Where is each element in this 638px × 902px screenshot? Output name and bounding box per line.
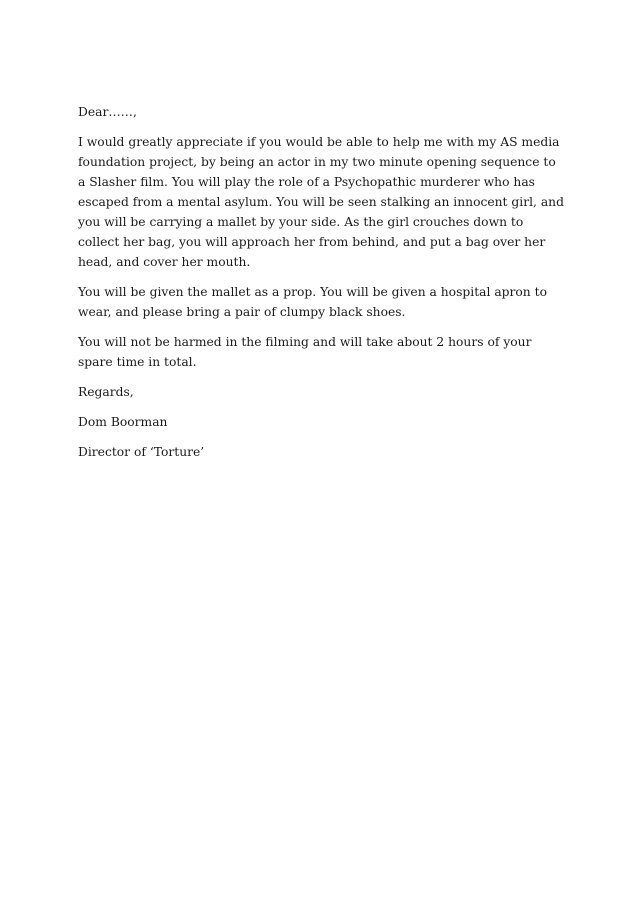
closing: Regards, bbox=[78, 385, 134, 399]
letter-body bbox=[78, 102, 564, 472]
paragraph-props: You will be given the mallet as a prop. You will be given a hospital apron to wear, and please bring a pair of clumpy black shoes. bbox=[78, 285, 547, 319]
paragraph-safety: You will not be harmed in the filming and will take about 2 hours of your spare time in total. bbox=[78, 335, 532, 369]
salutation: Dear……, bbox=[78, 105, 137, 119]
signature-name: Dom Boorman bbox=[78, 415, 168, 429]
signature-title: Director of ‘Torture’ bbox=[78, 445, 205, 459]
paragraph-request: I would greatly appreciate if you would be able to help me with my AS media foundation project, by being an actor in my two minute opening sequence to a Slasher film. You will play the role of a Psychopathic murderer who has escaped from a mental asylum. You will be seen stalking an innocent girl, and you will be carrying a mallet by your side. As the girl crouches down to collect her bag, you will approach her from behind, and put a bag over her head, and cover her mouth. bbox=[78, 135, 564, 269]
